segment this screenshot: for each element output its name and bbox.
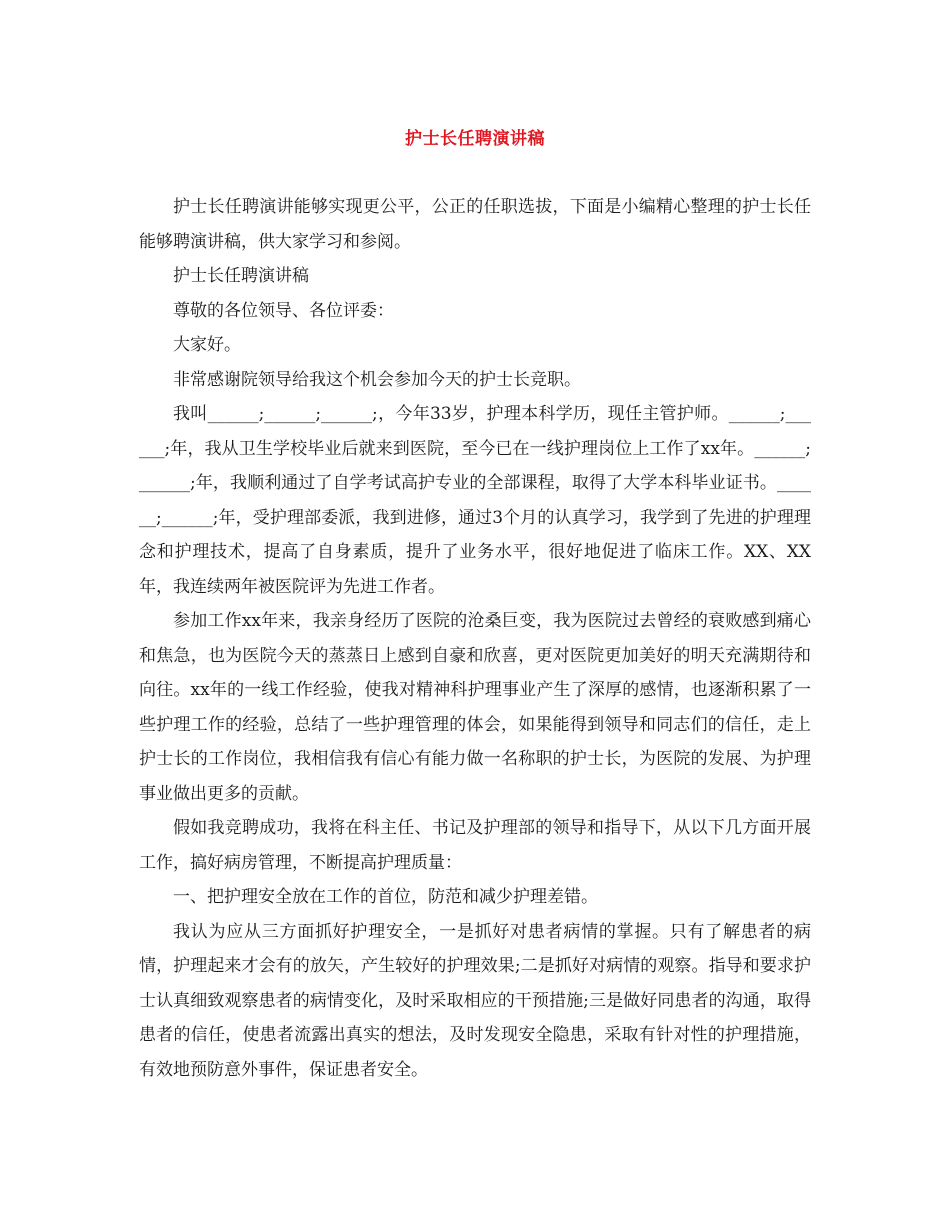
paragraph-thanks: 非常感谢院领导给我这个机会参加今天的护士长竞职。	[173, 369, 581, 390]
document-title: 护士长任聘演讲稿	[405, 129, 545, 149]
paragraph-self-introduction: 我叫______;______;______;，今年33岁，护理本科学历，现任主管护师。______;______;年，我从卫生学校毕业后就来到医院，至今已在一线护理岗位上工作了xx年。______;______;年，我顺利通过了自学考试高护专业的全部课程，取得了大学本科毕业证书。______;______;年，受护理部委派，我到进修，通过3个月的认真学习，我学到了先进的护理理念和护理技术，提高了自身素质，提升了业务水平，很好地促进了临床工作。XX、XX年，我连续两年被医院评为先进工作者。	[139, 404, 811, 597]
document-body	[139, 190, 811, 1087]
paragraph-greeting: 大家好。	[173, 335, 241, 355]
paragraph-subtitle: 护士长任聘演讲稿	[173, 266, 309, 286]
paragraph-experience: 参加工作xx年来，我亲身经历了医院的沧桑巨变，我为医院过去曾经的衰败感到痛心和焦急，也为医院今天的蒸蒸日上感到自豪和欣喜，更对医院更加美好的明天充满期待和向往。xx年的一线工作经验，使我对精神科护理事业产生了深厚的感情，也逐渐积累了一些护理工作的经验，总结了一些护理管理的体会，如果能得到领导和同志们的信任，走上护士长的工作岗位，我相信我有信心有能力做一名称职的护士长，为医院的发展、为护理事业做出更多的贡献。	[139, 611, 811, 804]
paragraph-intro: 护士长任聘演讲能够实现更公平，公正的任职选拔，下面是小编精心整理的护士长任能够聘演讲稿，供大家学习和参阅。	[139, 197, 811, 252]
paragraph-salutation: 尊敬的各位领导、各位评委：	[173, 300, 394, 321]
paragraph-section-heading: 一、把护理安全放在工作的首位，防范和减少护理差错。	[173, 887, 598, 907]
paragraph-safety: 我认为应从三方面抓好护理安全，一是抓好对患者病情的掌握。只有了解患者的病情，护理起来才会有的放矢，产生较好的护理效果;二是抓好对病情的观察。指导和要求护士认真细致观察患者的病情变化，及时采取相应的干预措施;三是做好同患者的沟通，取得患者的信任，使患者流露出真实的想法，及时发现安全隐患，采取有针对性的护理措施，有效地预防意外事件，保证患者安全。	[139, 921, 811, 1080]
paragraph-plan-intro: 假如我竞聘成功，我将在科主任、书记及护理部的领导和指导下，从以下几方面开展工作，搞好病房管理，不断提高护理质量：	[139, 818, 811, 873]
